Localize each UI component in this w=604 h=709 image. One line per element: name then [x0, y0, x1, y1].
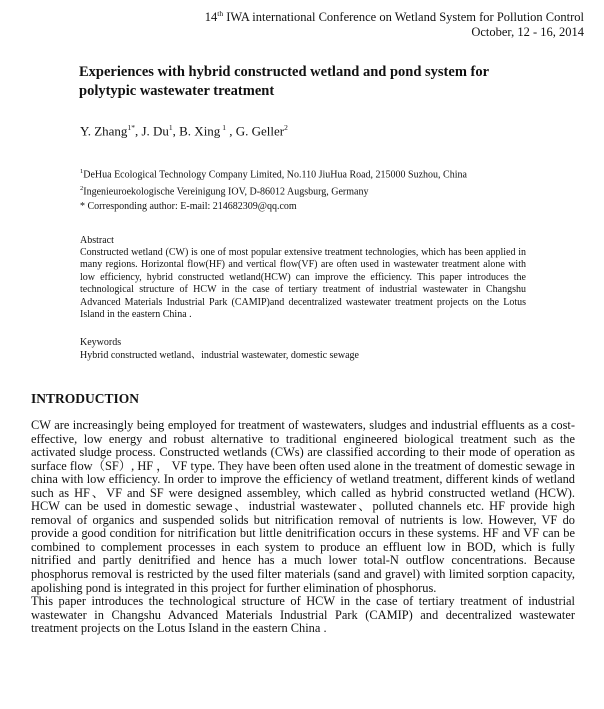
affiliation-text: Ingenieuroekologische Vereinigung IOV, D-86012 Augsburg, Germany: [83, 186, 369, 198]
affiliations: [80, 165, 467, 214]
author-separator: ,: [172, 123, 180, 139]
introduction-paragraph: CW are increasingly being employed for treatment of wastewaters, sludges and industrial effluents as a cost-effective, low energy and robust alternative to traditional engineered biological treatment such as the activated sludge process. Constructed wetlands (CWs) are classified according to their mode of operation as surface flow（SF）, HF ， VF type. They have been often used alone in the treatment of domestic sewage in china with low efficiency. In order to improve the efficiency of wetland treatment, different kinds of wetland such as HF、VF and SF were designed assembley, which called as hybrid constructed wetland (HCW). HCW can be used in domestic sewage、industrial wastewater、polluted channels etc. HF provide high removal of organics and suspended solids but nitrification removal of nutrients is low. However, VF do provide a good condition for nitrification but little denitrification occurs in these systems. HF and VF can be combined to complement processes in each system to produce an effluent low in BOD, which is fully nitrified and partly denitrified and hence has a much lower total-N outflow concentrations. Because phosphorus removal is restricted by the used filter materials (sand and gravel) with limited sorption capacity, apolishing pond is integrated in this project for further elimination of phosphorus.: [31, 418, 575, 595]
keywords-body: Hybrid constructed wetland、industrial wastewater, domestic sewage: [80, 350, 359, 361]
abstract-heading: Abstract: [80, 235, 114, 246]
abstract-body: Constructed wetland (CW) is one of most popular extensive treatment technologies, which has been applied in many regions. Horizontal flow(HF) and vertical flow(VF) are often used in wastewater treatment alone with low efficiency, hybrid constructed wetland(HCW) can improve the efficiency. This paper introduces the technological structure of HCW in the case of tertiary treatment of industrial wastewater in Changshu Advanced Materials Industrial Park (CAMIP)and decentralized wastewater treatment projects on the Lotus Island in the eastern China .: [80, 247, 526, 321]
paper-title: Experiences with hybrid constructed wetland and pond system for polytypic wastewater treatment: [79, 64, 489, 99]
corresponding-author-text: * Corresponding author: E-mail: 214682309@qq.com: [80, 200, 297, 212]
conference-ordinal: th: [217, 8, 224, 18]
introduction-paragraph: This paper introduces the technological structure of HCW in the case of tertiary treatment of industrial wastewater in Changshu Advanced Materials Industrial Park (CAMIP) and decentralized wastewater treatment projects on the Lotus Island in the eastern China .: [31, 594, 575, 636]
conference-dates: October, 12 - 16, 2014: [471, 25, 584, 39]
affiliation-mark: 1: [80, 168, 84, 175]
author-affiliation-mark: 1: [168, 123, 173, 132]
affiliation-text: DeHua Ecological Technology Company Limited, No.110 JiuHua Road, 215000 Suzhou, China: [83, 169, 467, 181]
author-affiliation-mark: 1*: [127, 123, 135, 132]
affiliation-mark: 2: [80, 185, 84, 193]
introduction-body: [31, 419, 575, 636]
conference-title: IWA international Conference on Wetland System for Pollution Control: [223, 10, 584, 24]
author-affiliation-mark: 2: [284, 123, 288, 132]
author-name: J. Du: [141, 123, 169, 139]
author-name: B. Xing: [179, 123, 221, 139]
affiliation-line: [80, 165, 467, 182]
introduction-heading: INTRODUCTION: [31, 391, 140, 406]
affiliation-line: [80, 182, 467, 199]
author-separator: ,: [225, 123, 236, 139]
conference-name: [205, 10, 584, 25]
conference-header: [205, 10, 584, 40]
author-name: G. Geller: [235, 123, 285, 139]
author-list: [80, 123, 288, 139]
author-name: Y. Zhang: [80, 123, 128, 139]
corresponding-author: [80, 200, 467, 214]
conference-number: 14: [204, 10, 218, 24]
keywords-heading: Keywords: [80, 337, 122, 348]
author-separator: ,: [134, 123, 142, 139]
author-affiliation-mark: 1: [220, 123, 226, 132]
